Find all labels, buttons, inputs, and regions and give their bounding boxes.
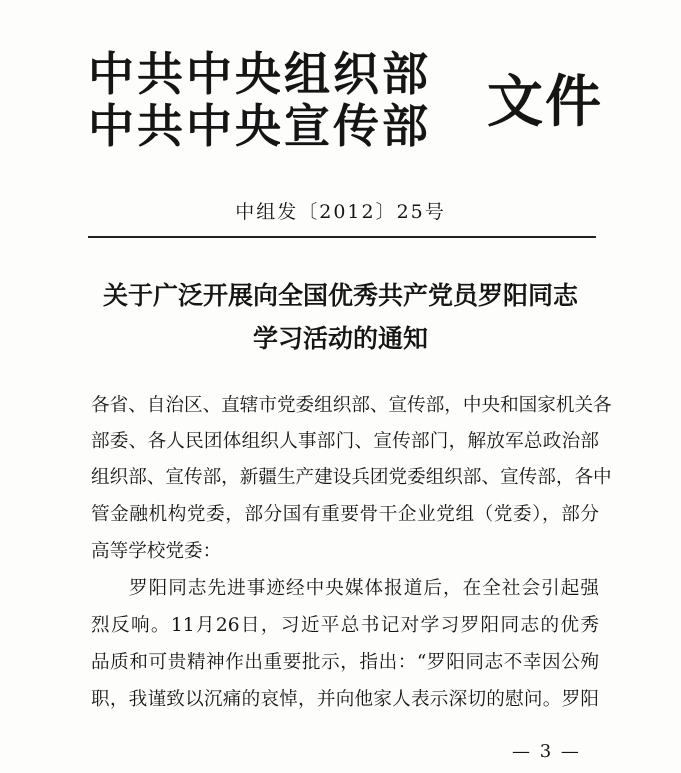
- title-line-1: 关于广泛开展向全国优秀共产党员罗阳同志: [102, 281, 578, 310]
- document-word: 文件: [487, 69, 603, 135]
- document-number: 中组发〔2012〕25号: [235, 201, 446, 223]
- title-line-2: 学习活动的通知: [252, 324, 428, 353]
- body-line: 组织部、宣传部，新疆生产建设兵团党委组织部、宣传部，各中: [91, 467, 612, 488]
- body-line: 烈反响。11月26日，习近平总书记对学习罗阳同志的优秀: [91, 615, 599, 636]
- body-line: 部委、各人民团体组织人事部门、宣传部门，解放军总政治部: [91, 431, 599, 452]
- body-line: 管金融机构党委，部分国有重要骨干企业党组（党委），部分: [91, 504, 599, 525]
- issuer-line-organization-department: 中共中央组织部: [88, 47, 431, 101]
- body-line: 罗阳同志先进事迹经中央媒体报道后，在全社会引起强: [129, 578, 599, 599]
- issuer-line-publicity-department: 中共中央宣传部: [88, 99, 431, 153]
- body-line: 各省、自治区、直辖市党委组织部、宣传部，中央和国家机关各: [91, 395, 612, 416]
- header-divider: [88, 236, 596, 238]
- body-line: 品质和可贵精神作出重要批示，指出：“罗阳同志不幸因公殉: [91, 652, 599, 673]
- body-line: 职，我谨致以沉痛的哀悼，并向他家人表示深切的慰问。罗阳: [91, 689, 599, 710]
- body-line: 高等学校党委：: [91, 541, 222, 562]
- page-number: — 3 —: [512, 741, 581, 762]
